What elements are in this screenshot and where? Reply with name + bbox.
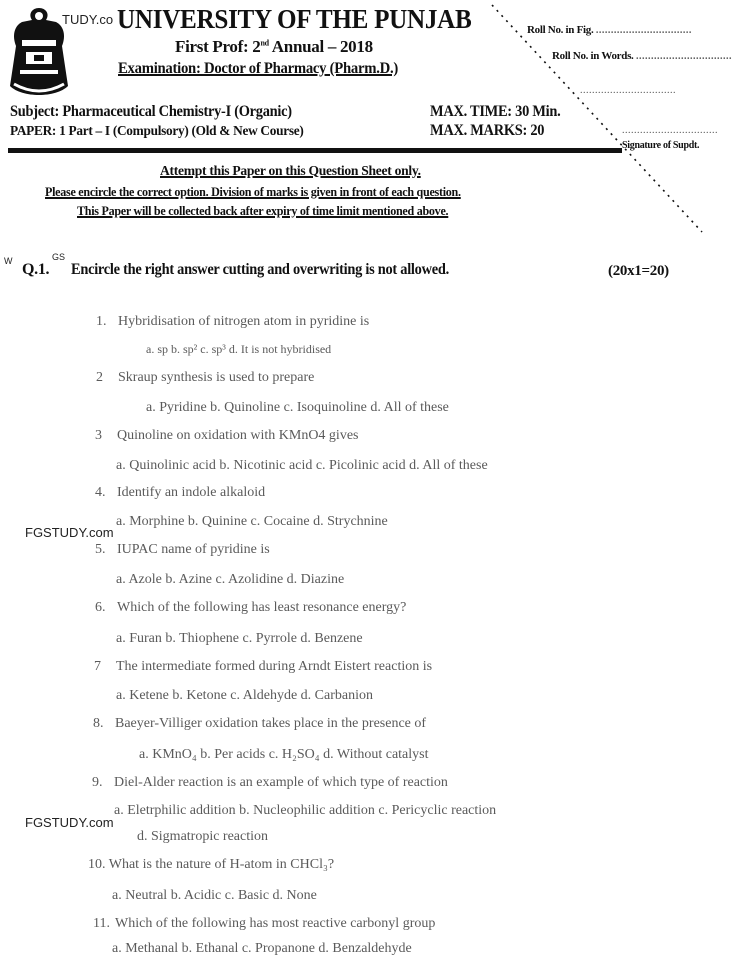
question-11-options: a. Methanal b. Ethanal c. Propanone d. Benzaldehyde — [112, 941, 412, 956]
question-4: 4. Identify an indole alkaloid — [95, 485, 266, 500]
question-3-options: a. Quinolinic acid b. Nicotinic acid c. Picolinic acid d. All of these — [116, 458, 488, 473]
university-title: UNIVERSITY OF THE PUNJAB — [117, 4, 472, 34]
subject: Subject: Pharmaceutical Chemistry-I (Organic) — [10, 103, 292, 120]
instruction-3: This Paper will be collected back after expiry of time limit mentioned above. — [77, 203, 449, 218]
question-3: 3 Quinoline on oxidation with KMnO4 gives — [95, 428, 359, 443]
question-6-options: a. Furan b. Thiophene c. Pyrrole d. Benzene — [116, 631, 363, 646]
question-5: 5. IUPAC name of pyridine is — [95, 542, 270, 557]
q1-label: Q.1. — [22, 261, 50, 278]
question-6: 6. Which of the following has least resonance energy? — [95, 600, 407, 615]
q1-instruction: Encircle the right answer cutting and overwriting is not allowed. — [71, 261, 449, 278]
question-7-options: a. Ketene b. Ketone c. Aldehyde d. Carbanion — [116, 688, 373, 703]
question-7: 7 The intermediate formed during Arndt Eistert reaction is — [94, 659, 433, 674]
question-1-options: a. sp b. sp² c. sp³ d. It is not hybridised — [146, 342, 332, 356]
question-10: 10. What is the nature of H-atom in CHCl₃? — [88, 857, 335, 872]
watermark: W — [4, 256, 13, 266]
watermark: TUDY.co — [62, 12, 114, 27]
signature-label: Signature of Supdt. — [622, 140, 700, 151]
max-time: MAX. TIME: 30 Min. — [430, 103, 561, 120]
watermark: FGSTUDY.com — [25, 525, 114, 540]
question-10-options: a. Neutral b. Acidic c. Basic d. None — [112, 888, 317, 903]
question-2: 2 Skraup synthesis is used to prepare — [96, 370, 315, 385]
question-9-options-continued: d. Sigmatropic reaction — [137, 829, 269, 844]
question-9-options: a. Eletrphilic addition b. Nucleophilic addition c. Pericyclic reaction — [114, 803, 497, 818]
question-1: 1. Hybridisation of nitrogen atom in pyridine is — [96, 314, 370, 329]
instruction-1: Attempt this Paper on this Question Sheet only. — [160, 164, 421, 179]
examination-title: Examination: Doctor of Pharmacy (Pharm.D.) — [118, 60, 399, 77]
roll-no-words-label: Roll No. in Words. ................................ — [552, 50, 732, 62]
question-8-options: a. KMnO₄ b. Per acids c. H₂SO₄ d. Without catalyst — [139, 747, 429, 762]
question-9: 9. Diel-Alder reaction is an example of which type of reaction — [92, 775, 448, 790]
signature-line: ................................ — [622, 125, 718, 136]
watermark: FGSTUDY.com — [25, 815, 114, 830]
question-5-options: a. Azole b. Azine c. Azolidine d. Diazine — [116, 572, 345, 587]
instruction-2: Please encircle the correct option. Division of marks is given in front of each question. — [45, 184, 461, 199]
paper-info: PAPER: 1 Part – I (Compulsory) (Old & New Course) — [10, 124, 304, 139]
question-4-options: a. Morphine b. Quinine c. Cocaine d. Strychnine — [116, 514, 388, 529]
max-marks: MAX. MARKS: 20 — [430, 122, 545, 139]
watermark: GS — [52, 252, 66, 262]
question-11: 11. Which of the following has most reactive carbonyl group — [93, 916, 436, 931]
roll-no-fig-label: Roll No. in Fig. ................................ — [527, 24, 692, 36]
question-8: 8. Baeyer-Villiger oxidation takes place in the presence of — [93, 716, 427, 731]
tear-line — [480, 0, 710, 240]
q1-marks: (20x1=20) — [608, 263, 669, 279]
roll-no-words-line: ................................ — [580, 85, 676, 96]
exam-line: First Prof: 2nd Annual – 2018 — [175, 37, 373, 56]
question-2-options: a. Pyridine b. Quinoline c. Isoquinoline d. All of these — [146, 400, 449, 415]
